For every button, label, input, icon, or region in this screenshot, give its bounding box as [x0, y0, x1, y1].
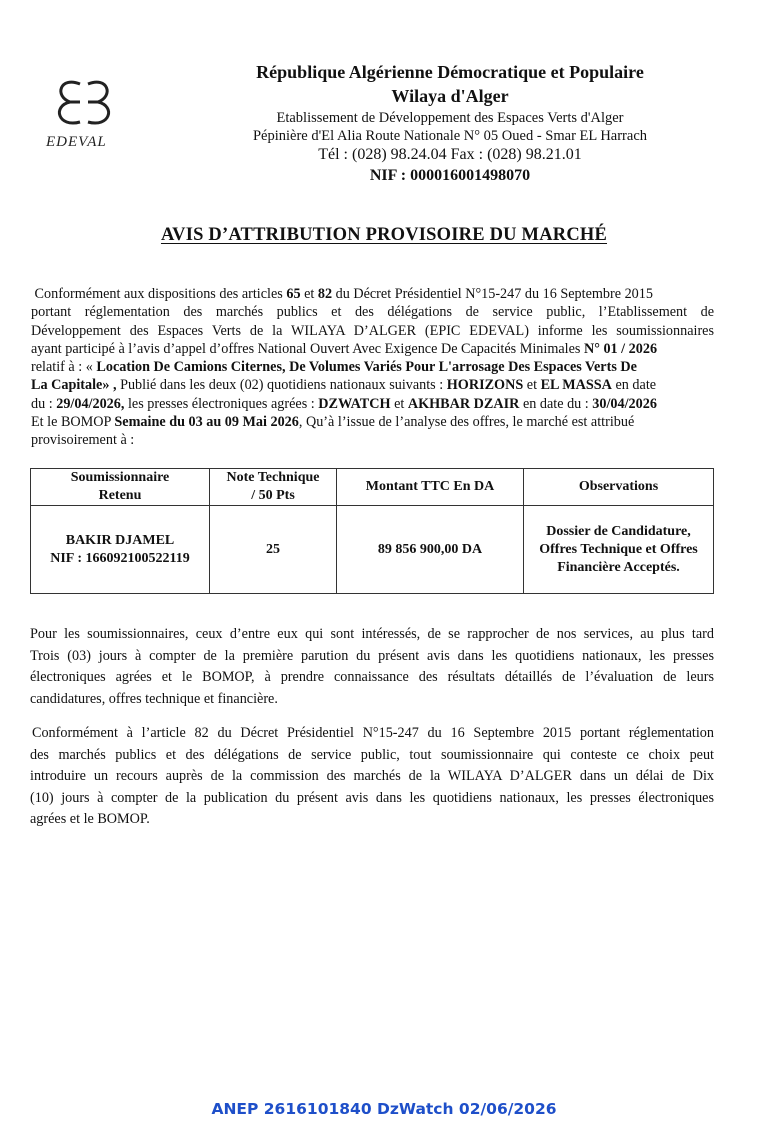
- table-header-row: [31, 469, 714, 506]
- column-header-bidder: Soumissionnaire Retenu: [31, 469, 210, 506]
- edeval-logo: [40, 72, 140, 162]
- header-address: Pépinière d'El Alia Route Nationale N° 05 Oued - Smar EL Harrach: [252, 128, 648, 144]
- column-header-technical-score: Note Technique / 50 Pts: [210, 469, 337, 506]
- header-wilaya: Wilaya d'Alger: [391, 86, 509, 106]
- cell-technical-score: 25: [210, 506, 337, 594]
- column-header-amount: Montant TTC En DA: [337, 469, 524, 506]
- logo-emblem-icon: [40, 72, 140, 136]
- column-header-observations: Observations: [524, 469, 714, 506]
- header-establishment: Etablissement de Développement des Espaces Verts d'Alger: [276, 110, 624, 126]
- cell-amount: 89 856 900,00 DA: [337, 506, 524, 594]
- header-phone-fax: Tél : (028) 98.24.04 Fax : (028) 98.21.01: [318, 146, 582, 163]
- consultation-paragraph: Pour les soumissionnaires, ceux d’entre eux qui sont intéressés, de se rapprocher de nos services, au plus tard Trois (03) jours à compter de la première parution du présent avis dans les quotidiens nationaux, les presses électroniques agrées et le BOMOP, à prendre connaissance des résultats détaillés de l’évaluation de leurs candidatures, offres technique et financière.: [30, 626, 714, 707]
- award-table: [30, 468, 714, 594]
- logo-text: EDEVAL: [46, 134, 107, 150]
- cell-bidder: BAKIR DJAMEL NIF : 166092100522119: [31, 506, 210, 594]
- publication-reference: ANEP 2616101840 DzWatch 02/06/2026: [211, 1100, 557, 1118]
- intro-paragraph: Conformément aux dispositions des articles 65 et 82 du Décret Présidentiel N°15-247 du 16 Septembre 2015 portant réglementation des marchés publics et des délégations de service public, l’Etablissement de Développement des Espaces Verts de la WILAYA D’ALGER (EPIC EDEVAL) informe les soumissionnaires ayant participé à l’avis d’appel d’offres National Ouvert Avec Exigence De Capacités Minimales N° 01 / 2026 relatif à : « Location De Camions Citernes, De Volumes Variés Pour L'arrosage Des Espaces Verts De La Capitale» , Publié dans les deux (02) quotidiens nationaux suivants : HORIZONS et EL MASSA en date du : 29/04/2026, les presses électroniques agrées : DZWATCH et AKHBAR DZAIR en date du : 30/04/2026 Et le BOMOP Semaine du 03 au 09 Mai 2026, Qu’à l’issue de l’analyse des offres, le marché est attribué provisoirement à :: [31, 286, 714, 449]
- cell-observations: Dossier de Candidature, Offres Technique et Offres Financière Acceptés.: [524, 506, 714, 594]
- header-nif: NIF : 000016001498070: [369, 167, 531, 184]
- header-republic: République Algérienne Démocratique et Populaire: [256, 62, 644, 82]
- table-row: [31, 506, 714, 594]
- document-title: AVIS D’ATTRIBUTION PROVISOIRE DU MARCHÉ: [160, 225, 608, 245]
- appeal-paragraph: Conformément à l’article 82 du Décret Présidentiel N°15-247 du 16 Septembre 2015 portant réglementation des marchés publics et des délégations de service public, tout soumissionnaire qui conteste ce choix peut introduire un recours auprès de la commission des marchés de la WILAYA D’ALGER dans un délai de Dix (10) jours à compter de la publication du présent avis dans les quotidiens nationaux, les presses électroniques agrées et le BOMOP.: [30, 725, 714, 827]
